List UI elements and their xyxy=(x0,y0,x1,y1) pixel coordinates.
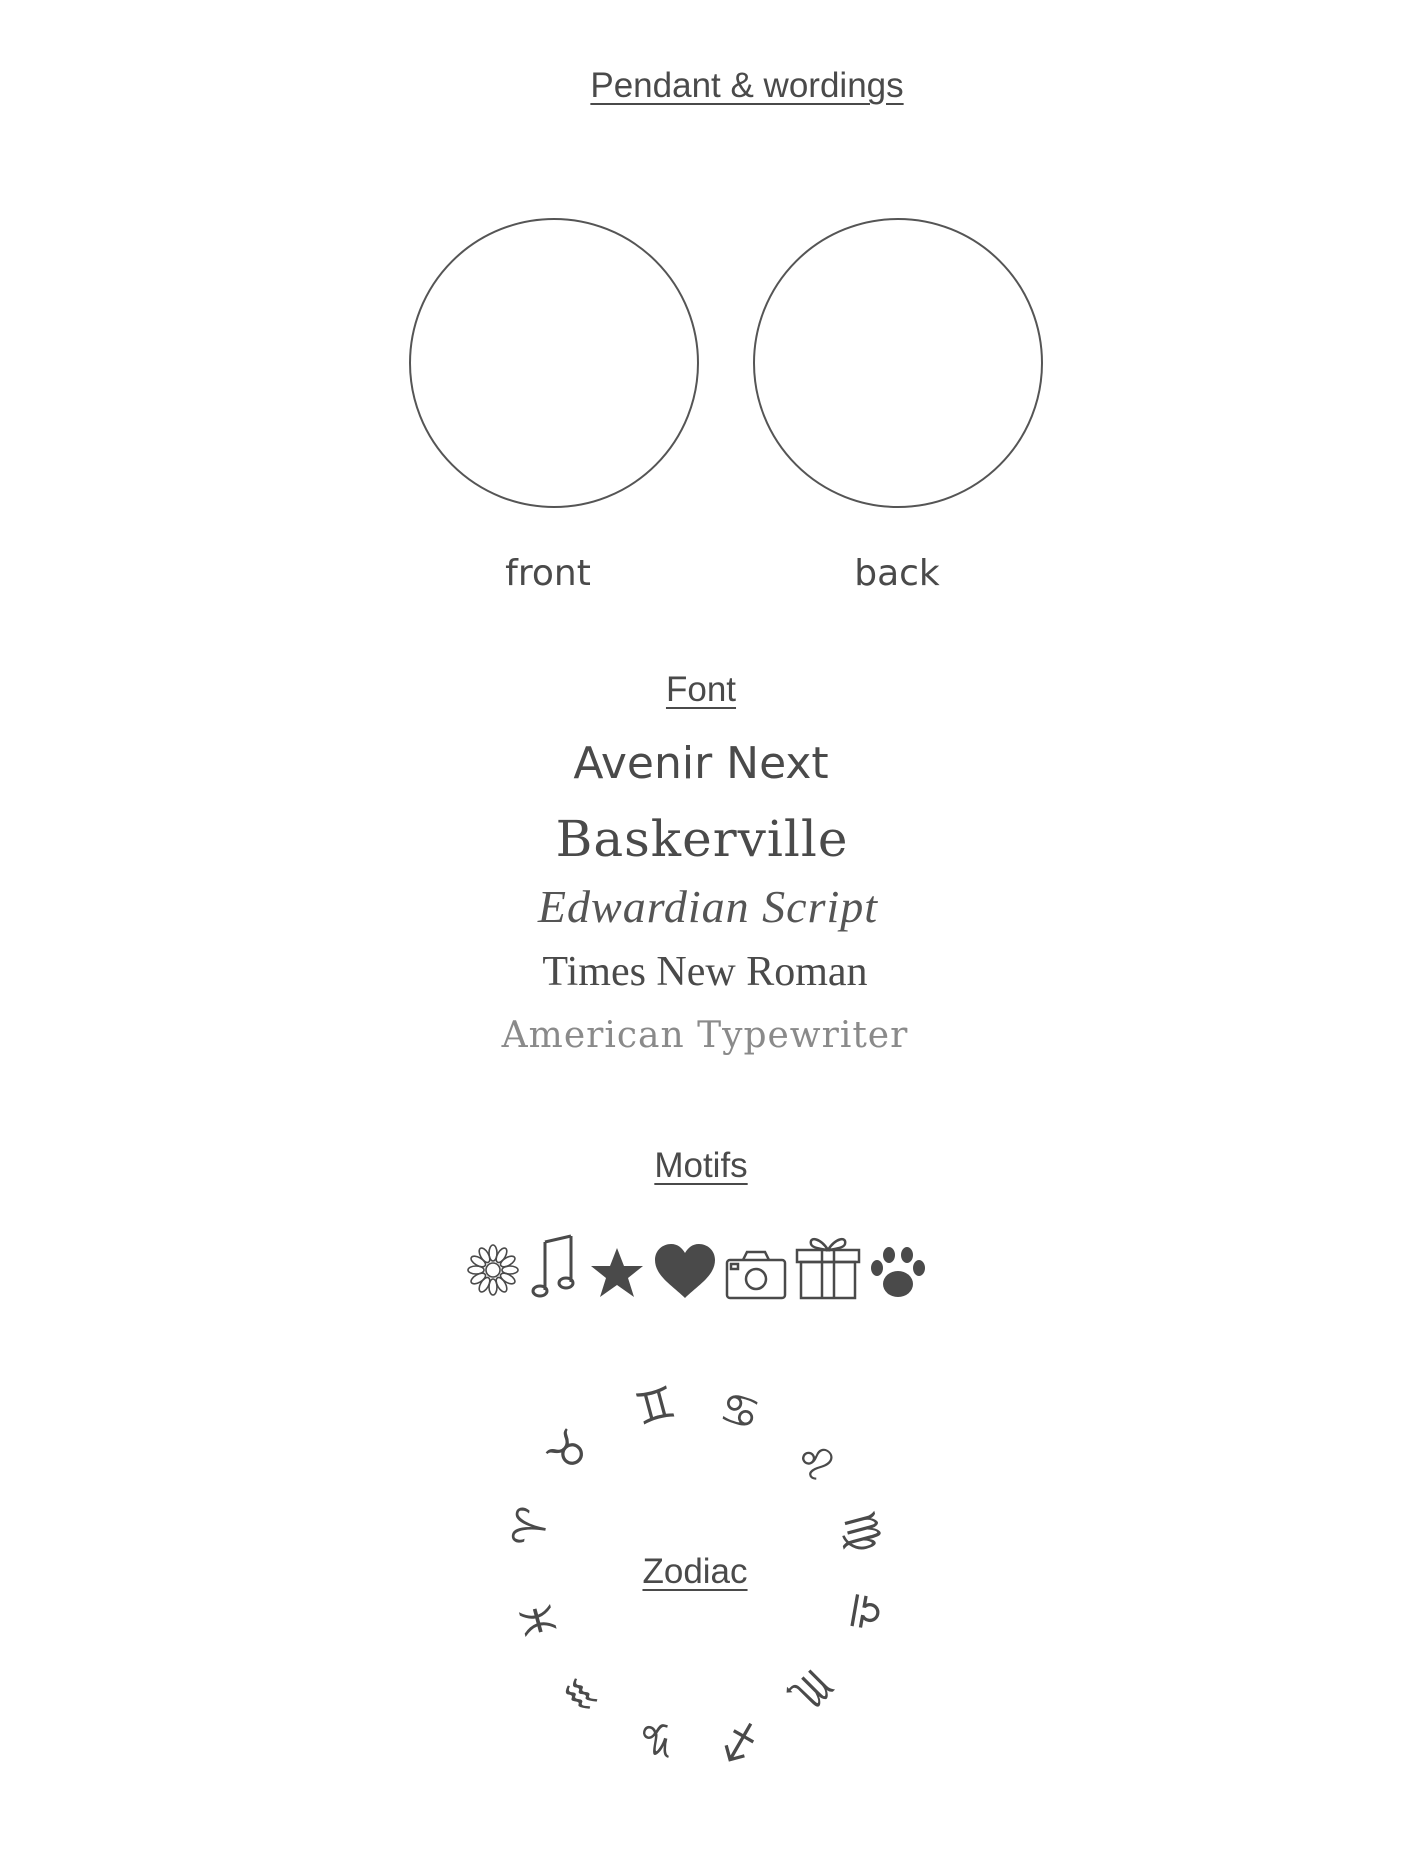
zodiac-sign-taurus: ♉ xyxy=(537,1420,602,1484)
zodiac-sign-gemini: ♊ xyxy=(629,1376,682,1437)
font-sample-edwardian: Edwardian Script xyxy=(537,881,879,932)
music-note-icon xyxy=(531,1234,581,1305)
flower-icon xyxy=(463,1240,523,1305)
font-sample-baskerville: Baskerville xyxy=(555,810,849,868)
motifs-heading: Motifs xyxy=(654,1146,748,1185)
zodiac-sign-pisces: ♓ xyxy=(509,1594,569,1646)
zodiac-sign-aquarius: ♒ xyxy=(549,1662,614,1727)
font-heading: Font xyxy=(665,670,737,709)
front-label: front xyxy=(505,553,591,594)
back-label: back xyxy=(854,553,940,594)
zodiac-sign-aries: ♈ xyxy=(502,1503,560,1551)
motifs-row xyxy=(463,1232,927,1305)
zodiac-sign-leo: ♌ xyxy=(783,1429,848,1494)
pendant-back-circle xyxy=(753,218,1043,508)
heart-icon xyxy=(653,1242,717,1305)
camera-icon xyxy=(725,1248,787,1305)
star-icon xyxy=(589,1246,645,1305)
zodiac-sign-scorpio: ♏ xyxy=(778,1658,843,1723)
font-sample-times: Times New Roman xyxy=(542,949,868,995)
zodiac-sign-libra: ♎ xyxy=(836,1588,894,1636)
paw-icon xyxy=(869,1246,927,1305)
pendant-front-circle xyxy=(409,218,699,508)
zodiac-heading: Zodiac xyxy=(642,1552,748,1591)
font-sample-typewriter: American Typewriter xyxy=(501,1015,909,1056)
page-title: Pendant & wordings xyxy=(590,66,904,105)
zodiac-sign-capricorn: ♑ xyxy=(631,1707,684,1768)
zodiac-sign-virgo: ♍ xyxy=(832,1506,892,1558)
zodiac-sign-sagittarius: ♐ xyxy=(714,1710,766,1771)
gift-icon xyxy=(795,1232,861,1305)
zodiac-sign-cancer: ♋ xyxy=(714,1381,766,1442)
font-sample-avenir: Avenir Next xyxy=(573,738,829,789)
